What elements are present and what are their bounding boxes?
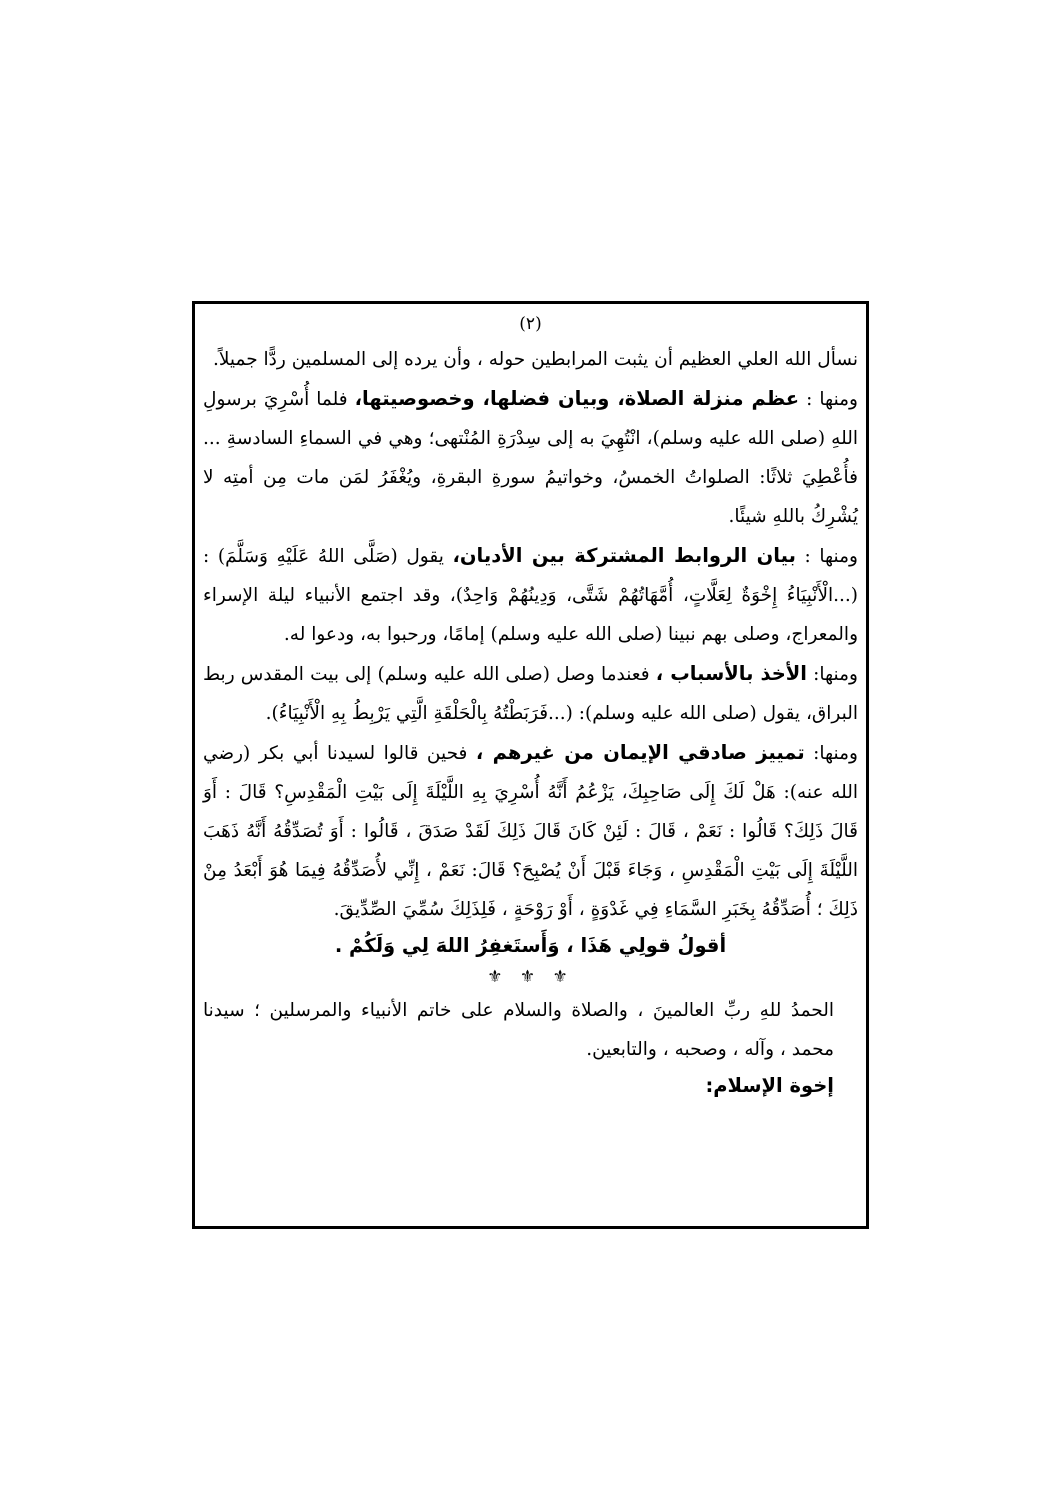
paragraph-believers bbox=[203, 733, 858, 929]
paragraph-prayer bbox=[203, 379, 858, 536]
paragraph-causes bbox=[203, 654, 858, 733]
ornament-divider: ⚜ ⚜ ⚜ bbox=[487, 967, 574, 987]
paragraph-text: الحمدُ للهِ ربِّ العالمينَ ، والصلاة والسلام على خاتم الأنبياء والمرسلين ؛ سيدنا محمد ، وآله ، وصحبه ، والتابعين. bbox=[203, 1000, 834, 1060]
section-heading: إخوة الإسلام: bbox=[705, 1074, 834, 1097]
paragraph-heading: تمييز صادقي الإيمان من غيرهم ، bbox=[475, 741, 805, 764]
paragraph-lead: ومنها : bbox=[795, 546, 858, 567]
paragraph-heading: الأخذ بالأسباب ، bbox=[655, 662, 807, 685]
paragraph-text: فعندما وصل (صلى الله عليه وسلم) إلى بيت المقدس ربط البراق، يقول (صلى الله عليه وسلم): (...فَرَبَطْتُهُ بِالْحَلْقَةِ الَّتِي يَرْبِطُ بِهِ الْأَنْبِيَاءُ). bbox=[203, 664, 858, 724]
paragraph-text: فلما أُسْرِيَ برسولِ اللهِ (صلى الله عليه وسلم)، انْتُهِيَ به إلى سِدْرَةِ المُنْتهى؛ وهي في السماءِ السادسةِ ... فأُعْطِيَ ثلاثًا: الصلواتُ الخمسُ، وخواتيمُ سورةِ البقرةِ، ويُغْفَرُ لمَن مات مِن أمتِه لا يُشْرِكُ باللهِ شيئًا. bbox=[203, 389, 858, 527]
page-number: (٢) bbox=[519, 314, 542, 334]
paragraph-religions bbox=[203, 536, 858, 654]
paragraph-intro bbox=[203, 340, 858, 379]
paragraph-text: يقول (صَلَّى اللهُ عَلَيْهِ وَسَلَّمَ) : (...الْأَنْبِيَاءُ إِخْوَةٌ لِعَلَّاتٍ، أُمَّهَاتُهُمْ شَتَّى، وَدِينُهُمْ وَاحِدٌ)، وقد اجتمع الأنبياء ليلة الإسراء والمعراج، وصلى بهم نبينا (صلى الله عليه وسلم) إمامًا، ورحبوا به، ودعوا له. bbox=[203, 546, 858, 645]
paragraph-lead: ومنها : bbox=[799, 389, 858, 410]
paragraph-heading: عظم منزلة الصلاة، وبيان فضلها، وخصوصيتها، bbox=[354, 387, 800, 410]
paragraph-heading: بيان الروابط المشتركة بين الأديان، bbox=[452, 544, 796, 567]
paragraph-lead: ومنها: bbox=[807, 664, 858, 685]
closing-line: أقولُ قولِي هَذَا ، وَأَستَغفِرُ اللهَ لِي وَلَكُمْ . bbox=[334, 934, 727, 957]
paragraph-lead: ومنها: bbox=[804, 743, 858, 764]
document-body bbox=[203, 310, 858, 1103]
paragraph-text: نسأل الله العلي العظيم أن يثبت المرابطين حوله ، وأن يرده إلى المسلمين ردًّا جميلاً. bbox=[213, 349, 858, 370]
paragraph-praise bbox=[203, 991, 858, 1069]
page-frame bbox=[192, 301, 869, 1229]
paragraph-text: فحين قالوا لسيدنا أبي بكر (رضي الله عنه): هَلْ لَكَ إِلَى صَاحِبِكَ، يَزْعُمُ أَنَّهُ أُسْرِيَ بِهِ اللَّيْلَةَ إِلَى بَيْتِ الْمَقْدِسِ؟ قَالَ : أَوَ قَالَ ذَلِكَ؟ قَالُوا : نَعَمْ ، قَالَ : لَئِنْ كَانَ قَالَ ذَلِكَ لَقَدْ صَدَقَ ، قَالُوا : أَوَ تُصَدِّقُهُ أَنَّهُ ذَهَبَ اللَّيْلَةَ إِلَى بَيْتِ الْمَقْدِسِ ، وَجَاءَ قَبْلَ أَنْ يُصْبِحَ؟ قَالَ: نَعَمْ ، إِنِّي لأُصَدِّقُهُ فِيمَا هُوَ أَبْعَدُ مِنْ ذَلِكَ ؛ أُصَدِّقُهُ بِخَبَرِ السَّمَاءِ فِي غَدْوَةٍ ، أَوْ رَوْحَةٍ ، فَلِذَلِكَ سُمِّيَ الصِّدِّيقَ. bbox=[203, 743, 858, 920]
